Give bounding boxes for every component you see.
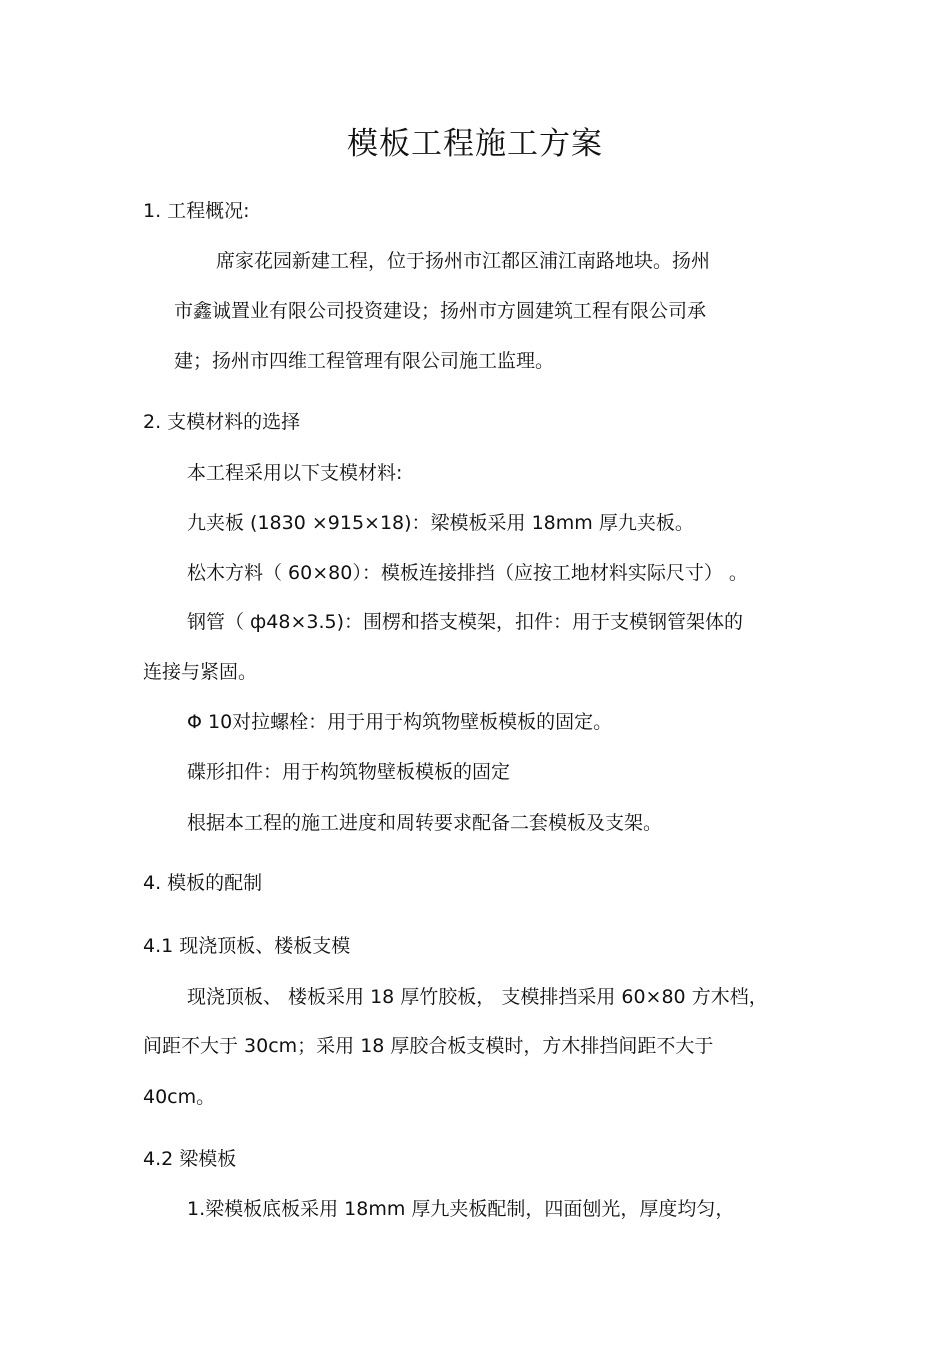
- section-2-heading: 2. 支模材料的选择: [143, 411, 301, 433]
- paragraph-line: 钢管（ ф48×3.5)：围楞和搭支模架，扣件：用于支模钢管架体的: [187, 611, 744, 633]
- paragraph-line: 根据本工程的施工进度和周转要求配备二套模板及支架。: [187, 812, 663, 834]
- paragraph-line: 九夹板 (1830 ×915×18)：梁模板采用 18mm 厚九夹板。: [187, 512, 694, 534]
- paragraph-line: 1.梁模板底板采用 18mm 厚九夹板配制，四面刨光，厚度均匀，: [187, 1198, 735, 1220]
- paragraph-line: 碟形扣件：用于构筑物壁板模板的固定: [187, 761, 511, 783]
- paragraph-line: 席家花园新建工程，位于扬州市江都区浦江南路地块。扬州: [216, 250, 711, 272]
- section-1-heading: 1. 工程概况:: [143, 200, 250, 222]
- paragraph-line: 连接与紧固。: [143, 661, 258, 683]
- paragraph-line: 本工程采用以下支模材料:: [187, 462, 403, 484]
- document-title: 模板工程施工方案: [347, 126, 603, 162]
- paragraph-line: Φ 10对拉螺栓：用于用于构筑物壁板模板的固定。: [187, 711, 613, 733]
- subsection-4-2-heading: 4.2 梁模板: [143, 1148, 237, 1170]
- paragraph-line: 市鑫诚置业有限公司投资建设；扬州市方圆建筑工程有限公司承: [174, 300, 707, 322]
- paragraph-line: 松木方料（ 60×80）：模板连接排挡（应按工地材料实际尺寸） 。: [187, 562, 748, 584]
- paragraph-line: 现浇顶板、 楼板采用 18 厚竹胶板， 支模排挡采用 60×80 方木档，: [187, 986, 768, 1008]
- section-4-heading: 4. 模板的配制: [143, 872, 263, 894]
- paragraph-line: 建；扬州市四维工程管理有限公司施工监理。: [174, 350, 555, 372]
- subsection-4-1-heading: 4.1 现浇顶板、楼板支模: [143, 935, 351, 957]
- paragraph-line: 间距不大于 30cm；采用 18 厚胶合板支模时，方木排挡间距不大于: [143, 1035, 714, 1057]
- paragraph-line: 40cm。: [143, 1086, 216, 1108]
